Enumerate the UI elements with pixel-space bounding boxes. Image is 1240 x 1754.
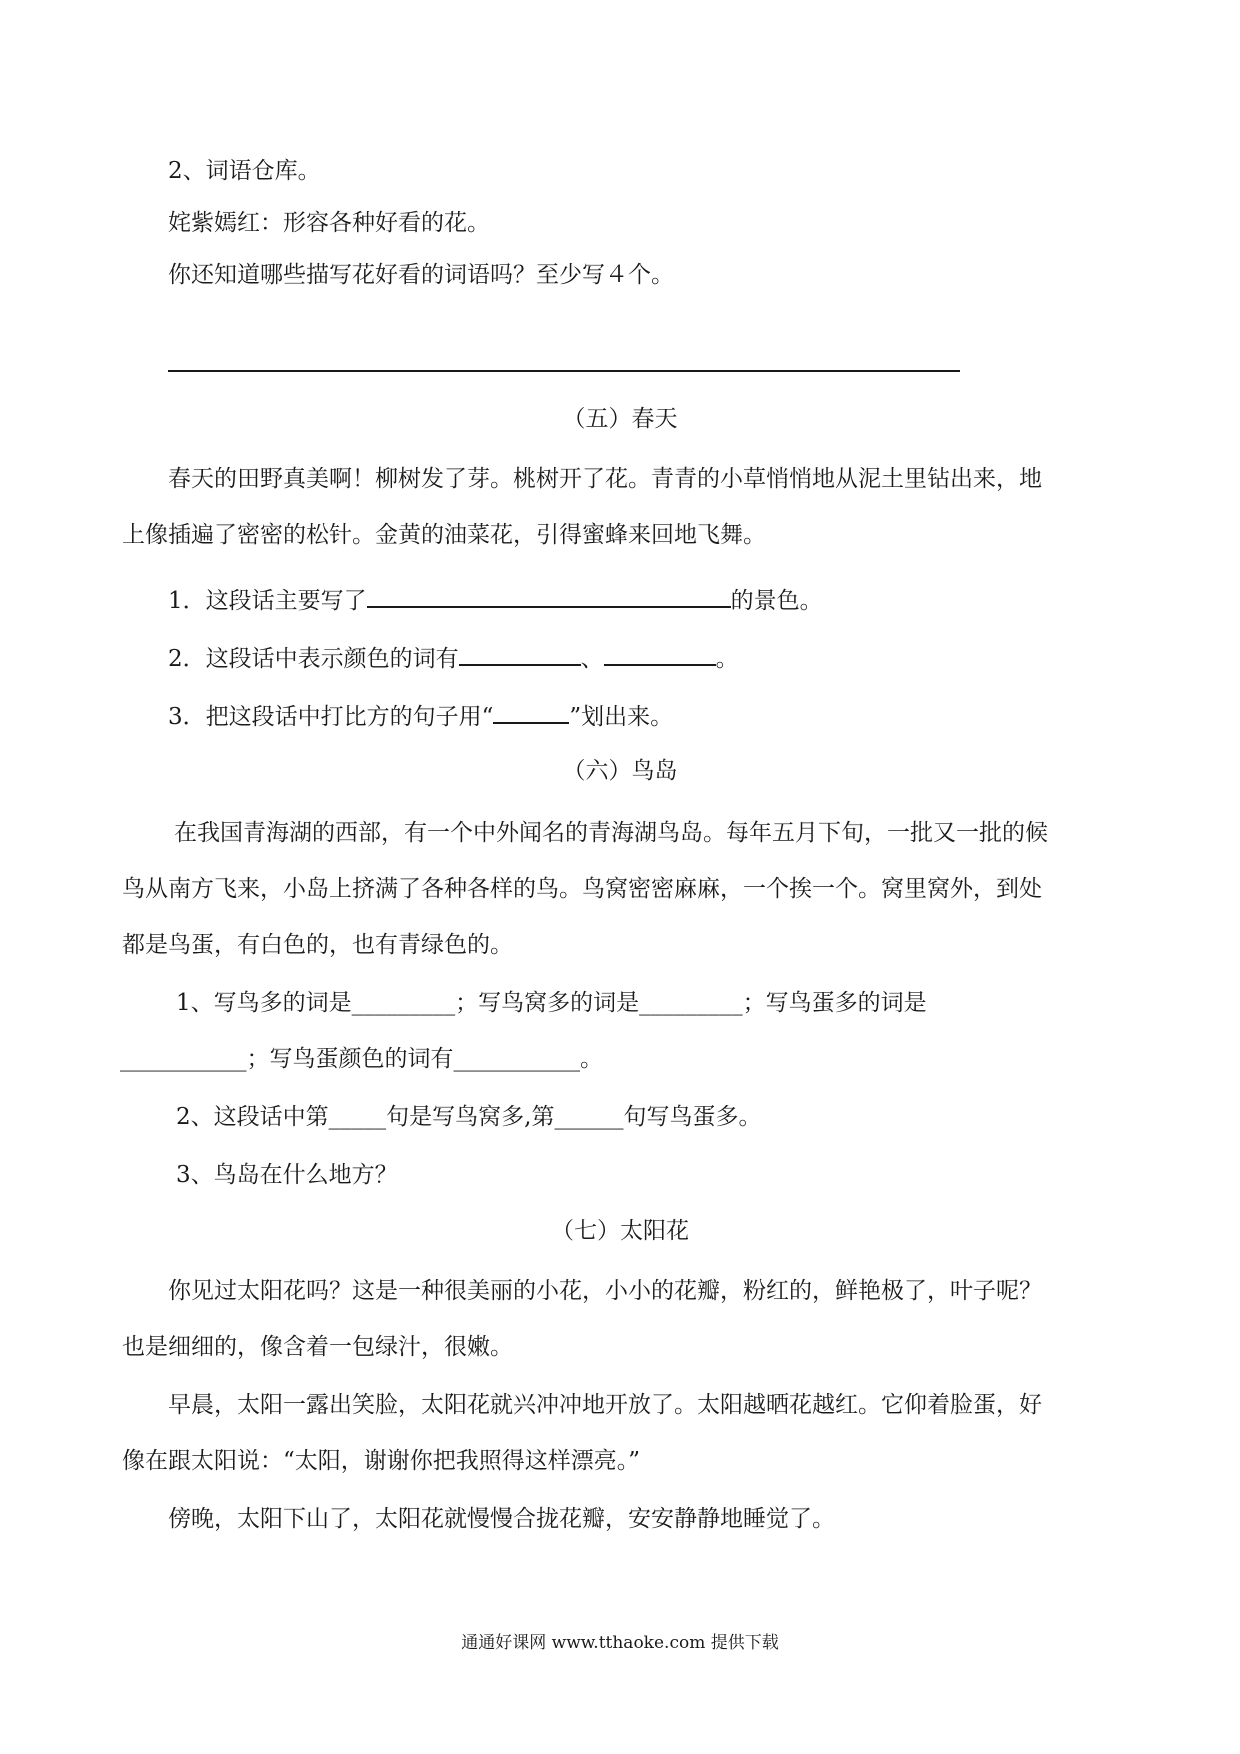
s7-paragraph-1-line-1: 你见过太阳花吗？这是一种很美丽的小花，小小的花瓣，粉红的，鲜艳极了，叶子呢？ — [168, 1278, 1042, 1304]
s5-q2-prefix: 2．这段话中表示颜色的词有 — [168, 646, 459, 672]
s5-q2-blank-2[interactable] — [604, 640, 716, 666]
s5-q2-blank-1[interactable] — [459, 640, 581, 666]
section-6-title: （六）鸟岛 — [562, 758, 678, 784]
s6-paragraph-line-3: 都是鸟蛋，有白色的，也有青绿色的。 — [122, 932, 513, 958]
s7-paragraph-3: 傍晚，太阳下山了，太阳花就慢慢合拢花瓣，安安静静地睡觉了。 — [168, 1506, 835, 1532]
s5-q3-prefix: 3．把这段话中打比方的句子用“ — [168, 704, 494, 730]
s6-question-3: 3、鸟岛在什么地方？ — [176, 1162, 398, 1188]
s6-question-2: 2、这段话中第_____句是写鸟窝多,第______句写鸟蛋多。 — [176, 1104, 762, 1130]
s6-question-1-line-2: ___________；写鸟蛋颜色的词有___________。 — [120, 1046, 603, 1072]
s5-question-2 — [168, 640, 739, 674]
section-7-title: （七）太阳花 — [551, 1218, 689, 1244]
s5-q1-prefix: 1．这段话主要写了 — [168, 588, 367, 614]
s6-question-1-line-1: 1、写鸟多的词是_________；写鸟窝多的词是_________；写鸟蛋多的词是 — [176, 990, 927, 1016]
s5-q1-blank[interactable] — [367, 582, 731, 608]
s6-paragraph-line-1: 在我国青海湖的西部，有一个中外闻名的青海湖鸟岛。每年五月下旬，一批又一批的候 — [174, 820, 1048, 846]
section-5-title: （五）春天 — [562, 406, 678, 432]
answer-line — [168, 370, 960, 372]
s5-question-1 — [168, 582, 823, 616]
s7-paragraph-1-line-2: 也是细细的，像含着一包绿汁，很嫩。 — [122, 1334, 513, 1360]
s7-paragraph-2-line-1: 早晨，太阳一露出笑脸，太阳花就兴冲冲地开放了。太阳越晒花越红。它仰着脸蛋，好 — [168, 1392, 1042, 1418]
s5-q3-suffix: ”划出来。 — [569, 704, 674, 730]
s6-paragraph-line-2: 鸟从南方飞来，小岛上挤满了各种各样的鸟。鸟窝密密麻麻，一个挨一个。窝里窝外，到处 — [122, 876, 1042, 902]
page-footer: 通通好课网 www.tthaoke.com 提供下载 — [461, 1633, 779, 1653]
s5-paragraph-line-1: 春天的田野真美啊！柳树发了芽。桃树开了花。青青的小草悄悄地从泥土里钻出来，地 — [168, 466, 1042, 492]
s7-paragraph-2-line-2: 像在跟太阳说：“太阳，谢谢你把我照得这样漂亮。” — [122, 1448, 641, 1474]
s5-question-3 — [168, 698, 673, 732]
s5-q2-suffix: 。 — [715, 646, 739, 672]
idiom-definition: 姹紫嫣红：形容各种好看的花。 — [168, 210, 490, 236]
s5-paragraph-line-2: 上像插遍了密密的松针。金黄的油菜花，引得蜜蜂来回地飞舞。 — [122, 522, 766, 548]
question-text: 你还知道哪些描写花好看的词语吗？至少写４个。 — [168, 262, 674, 288]
s5-q3-blank[interactable] — [493, 698, 569, 724]
item-2-heading: 2、词语仓库。 — [168, 158, 321, 184]
s5-q1-suffix: 的景色。 — [730, 588, 823, 614]
s5-q2-separator: 、 — [580, 646, 604, 672]
